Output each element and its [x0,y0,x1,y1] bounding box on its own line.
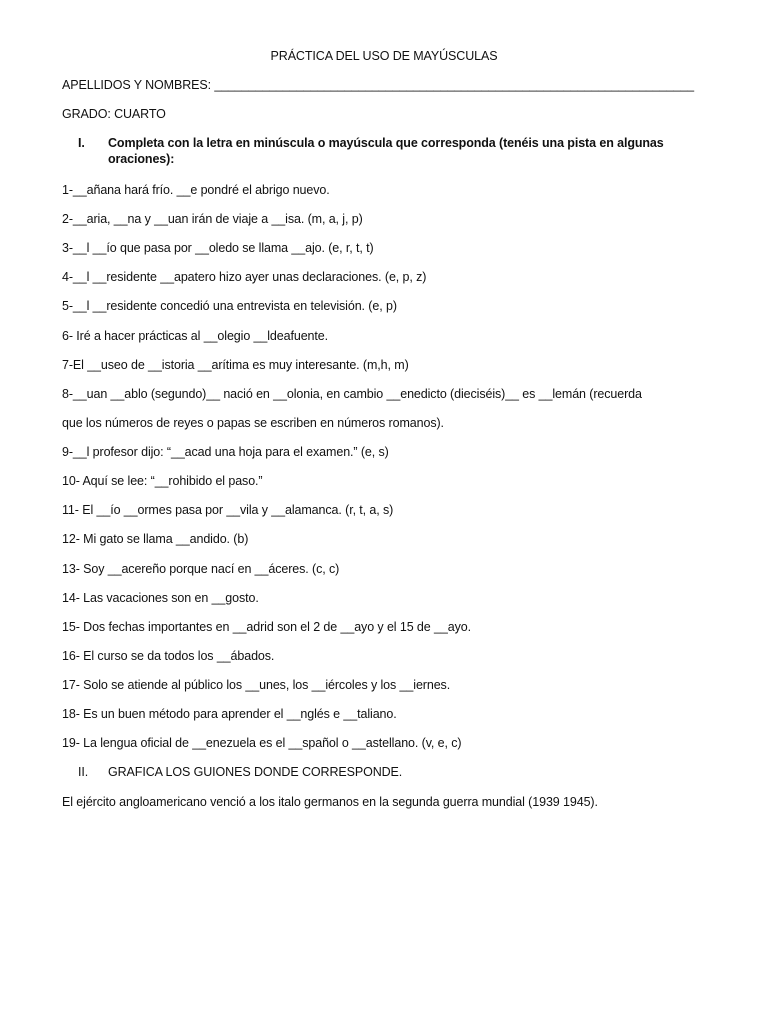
section-1-instruction-line-2: oraciones): [108,152,175,166]
section-2-title: GRAFICA LOS GUIONES DONDE CORRESPONDE. [108,765,403,779]
exercise-item: 4-__l __residente __apatero hizo ayer unas declaraciones. (e, p, z) [62,270,427,284]
exercise-item: 5-__l __residente concedió una entrevista en televisión. (e, p) [62,299,397,313]
exercise-item-continuation: que los números de reyes o papas se escriben en números romanos). [62,416,444,430]
exercise-item: 14- Las vacaciones son en __gosto. [62,591,259,605]
exercise-item: 6- Iré a hacer prácticas al __olegio __ldeafuente. [62,329,329,343]
exercise-item: 1-__añana hará frío. __e pondré el abrigo nuevo. [62,183,330,197]
exercise-item: 8-__uan __ablo (segundo)__ nació en __olonia, en cambio __enedicto (dieciséis)__ es __lemán (recuerda [62,387,642,401]
section-2-sentence: El ejército angloamericano venció a los italo germanos en la segunda guerra mundial (1939 1945). [62,795,598,809]
section-1-numeral: I. [78,136,85,150]
section-2-numeral: II. [78,765,89,779]
exercise-item: 11- El __ío __ormes pasa por __vila y __alamanca. (r, t, a, s) [62,503,394,517]
section-1-heading [0,135,768,169]
page-title: PRÁCTICA DEL USO DE MAYÚSCULAS [270,49,498,63]
section-1-instruction-line-1: Completa con la letra en minúscula o mayúscula que corresponda (tenéis una pista en algunas [108,136,664,150]
exercise-item: 13- Soy __acereño porque nací en __áceres. (c, c) [62,562,340,576]
exercise-item: 9-__l profesor dijo: “__acad una hoja para el examen.” (e, s) [62,445,389,459]
exercise-item: 12- Mi gato se llama __andido. (b) [62,532,249,546]
exercise-item: 16- El curso se da todos los __ábados. [62,649,275,663]
exercise-item: 10- Aquí se lee: “__rohibido el paso.” [62,474,263,488]
exercise-item: 2-__aria, __na y __uan irán de viaje a __isa. (m, a, j, p) [62,212,363,226]
exercise-item: 18- Es un buen método para aprender el __nglés e __taliano. [62,707,397,721]
grade-line: GRADO: CUARTO [62,107,166,121]
exercise-item: 3-__l __ío que pasa por __oledo se llama __ajo. (e, r, t, t) [62,241,374,255]
name-field-line: APELLIDOS Y NOMBRES: ______________________________________________________________________ [62,78,694,92]
exercise-item: 17- Solo se atiende al público los __unes, los __iércoles y los __iernes. [62,678,451,692]
exercise-item: 7-El __useo de __istoria __arítima es muy interesante. (m,h, m) [62,358,409,372]
exercise-item: 19- La lengua oficial de __enezuela es el __spañol o __astellano. (v, e, c) [62,736,462,750]
exercise-item: 15- Dos fechas importantes en __adrid son el 2 de __ayo y el 15 de __ayo. [62,620,471,634]
